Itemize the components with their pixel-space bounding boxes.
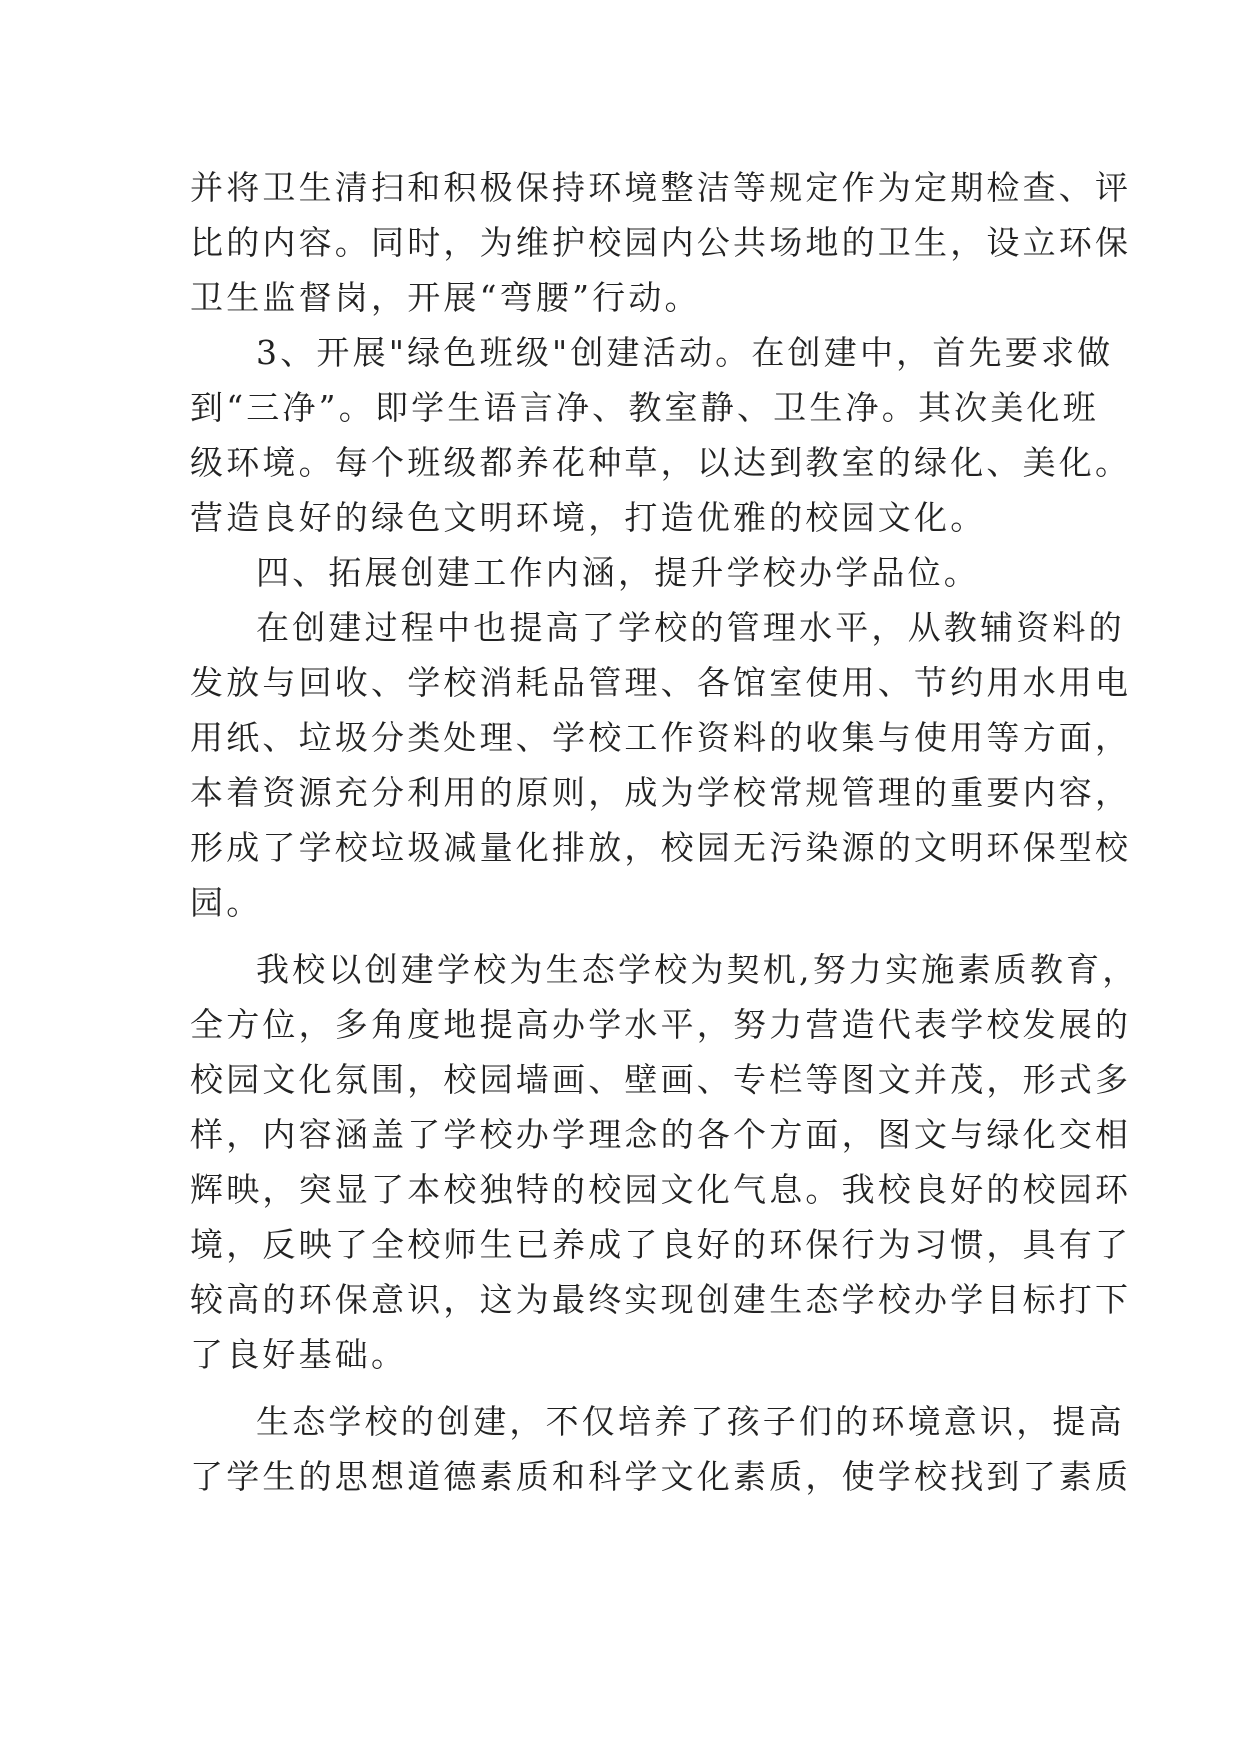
text-line: 比的内容。同时，为维护校园内公共场地的卫生，设立环保 (190, 223, 1132, 262)
text-line: 用纸、垃圾分类处理、学校工作资料的收集与使用等方面， (190, 718, 1132, 757)
text-line: 在创建过程中也提高了学校的管理水平，从教辅资料的 (256, 608, 1125, 647)
paragraph (190, 1394, 1132, 1504)
paragraph (190, 600, 1132, 930)
text-line: 3、开展"绿色班级"创建活动。在创建中，首先要求做 (256, 333, 1114, 372)
text-line: 本着资源充分利用的原则，成为学校常规管理的重要内容， (190, 773, 1132, 812)
document-body (190, 160, 1139, 1504)
paragraph (190, 942, 1139, 1382)
text-line: 样，内容涵盖了学校办学理念的各个方面，图文与绿化交相 (190, 1115, 1132, 1154)
text-line: 生态学校的创建，不仅培养了孩子们的环境意识，提高 (256, 1402, 1125, 1441)
text-line: 营造良好的绿色文明环境，打造优雅的校园文化。 (190, 498, 987, 537)
text-line: 我校以创建学校为生态学校为契机,努力实施素质教育， (256, 950, 1139, 989)
text-line: 卫生监督岗，开展“弯腰”行动。 (190, 278, 701, 317)
text-line: 了良好基础。 (190, 1335, 408, 1374)
paragraph (190, 160, 1132, 325)
text-line: 较高的环保意识，这为最终实现创建生态学校办学目标打下 (190, 1280, 1132, 1319)
text-line: 级环境。每个班级都养花种草，以达到教室的绿化、美化。 (190, 443, 1132, 482)
paragraph (190, 325, 1132, 545)
text-line: 发放与回收、学校消耗品管理、各馆室使用、节约用水用电 (190, 663, 1132, 702)
text-line: 并将卫生清扫和积极保持环境整洁等规定作为定期检查、评 (190, 168, 1132, 207)
text-line: 全方位，多角度地提高办学水平，努力营造代表学校发展的 (190, 1005, 1132, 1044)
text-line: 境，反映了全校师生已养成了良好的环保行为习惯，具有了 (190, 1225, 1132, 1264)
text-line: 形成了学校垃圾减量化排放，校园无污染源的文明环保型校 (190, 828, 1132, 867)
text-line: 辉映，突显了本校独特的校园文化气息。我校良好的校园环 (190, 1170, 1132, 1209)
text-line: 园。 (190, 883, 263, 922)
text-line: 了学生的思想道德素质和科学文化素质，使学校找到了素质 (190, 1457, 1132, 1496)
paragraph-gap (190, 1382, 1050, 1394)
paragraph-gap (190, 930, 1050, 942)
text-line: 四、拓展创建工作内涵，提升学校办学品位。 (256, 553, 980, 592)
paragraph (190, 545, 1050, 600)
text-line: 到“三净”。即学生语言净、教室静、卫生净。其次美化班 (190, 388, 1099, 427)
text-line: 校园文化氛围，校园墙画、壁画、专栏等图文并茂，形式多 (190, 1060, 1132, 1099)
